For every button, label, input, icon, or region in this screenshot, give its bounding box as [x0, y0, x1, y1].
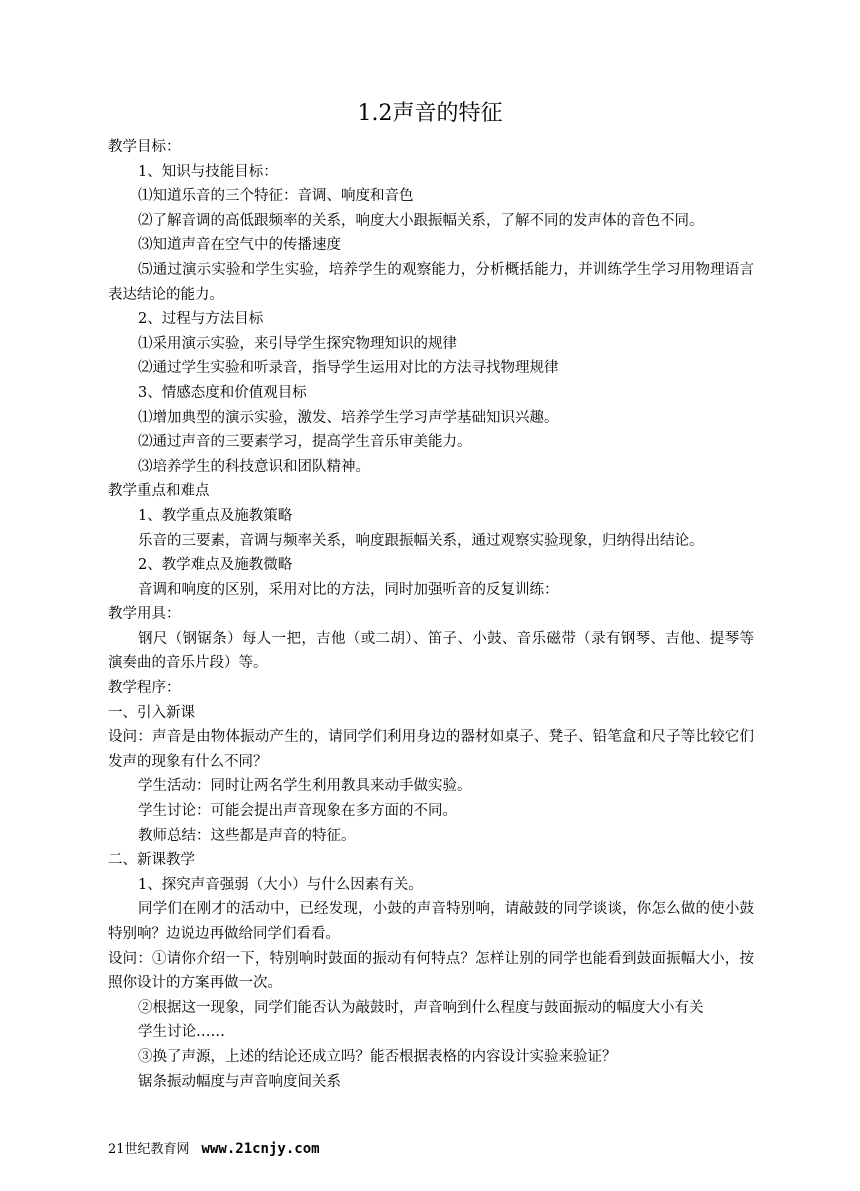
- paragraph: 设问：①请你介绍一下，特别响时鼓面的振动有何特点？怎样让别的同学也能看到鼓面振幅大小，按照你设计的方案再做一次。: [108, 950, 754, 992]
- list-item: ⑵通过声音的三要素学习，提高学生音乐审美能力。: [138, 434, 472, 451]
- document-body: [108, 135, 754, 1094]
- subheading-explore-loudness: 1、探究声音强弱（大小）与什么因素有关。: [138, 876, 423, 893]
- paragraph: 学生讨论：可能会提出声音现象在多方面的不同。: [138, 803, 457, 820]
- section-heading-teaching-tools: 教学用具：: [108, 606, 181, 623]
- page-footer: [108, 1139, 320, 1160]
- list-item: ⑶培养学生的科技意识和团队精神。: [138, 458, 370, 475]
- document-title: 1.2声音的特征: [357, 101, 503, 126]
- subheading-difficulty-strategy: 2、教学难点及施教微略: [138, 557, 293, 574]
- list-item: ⑴增加典型的演示实验，激发、培养学生学习声学基础知识兴趣。: [138, 409, 559, 426]
- subheading-key-strategy: 1、教学重点及施教策略: [138, 507, 293, 524]
- paragraph: ②根据这一现象，同学们能否认为敲鼓时，声音响到什么程度与鼓面振动的幅度大小有关: [138, 999, 704, 1016]
- subheading-new-lesson: 二、新课教学: [108, 852, 195, 869]
- paragraph: ③换了声源，上述的结论还成立吗？能否根据表格的内容设计实验来验证？: [138, 1048, 617, 1065]
- paragraph: 设问：声音是由物体振动产生的，请同学们利用身边的器材如桌子、凳子、铅笔盒和尺子等比较它们发声的现象有什么不同？: [108, 729, 754, 770]
- paragraph: 学生活动：同时让两名学生利用教具来动手做实验。: [138, 778, 472, 795]
- subheading-introduction: 一、引入新课: [108, 704, 195, 721]
- footer-brand: 21世纪教育网: [108, 1142, 190, 1157]
- subheading-knowledge-skills: 1、知识与技能目标：: [138, 163, 278, 180]
- paragraph: 音调和响度的区别，采用对比的方法，同时加强听音的反复训练：: [138, 581, 559, 598]
- subheading-process-method: 2、过程与方法目标: [138, 311, 264, 328]
- section-heading-teaching-procedure: 教学程序：: [108, 680, 181, 697]
- list-item: ⑵了解音调的高低跟频率的关系，响度大小跟振幅关系，了解不同的发声体的音色不同。: [138, 212, 704, 229]
- list-item: ⑴知道乐音的三个特征：音调、响度和音色: [138, 188, 414, 205]
- paragraph: 钢尺（钢锯条）每人一把，吉他（或二胡）、笛子、小鼓、音乐磁带（录有钢琴、吉他、提琴等演奏曲的音乐片段）等。: [108, 630, 754, 672]
- section-heading-teaching-goals: 教学目标：: [108, 139, 181, 155]
- list-item: ⑶知道声音在空气中的传播速度: [138, 237, 341, 254]
- footer-site-url: www.21cnjy.com: [201, 1141, 320, 1157]
- paragraph: 学生讨论……: [138, 1024, 225, 1041]
- section-heading-key-points: 教学重点和难点: [108, 483, 210, 500]
- subheading-attitude-values: 3、情感态度和价值观目标: [138, 384, 307, 401]
- list-item: ⑵通过学生实验和听录音，指导学生运用对比的方法寻找物理规律: [138, 360, 559, 377]
- paragraph: 同学们在刚才的活动中，已经发现，小鼓的声音特别响，请敲鼓的同学谈谈，你怎么做的使小鼓特别响？边说边再做给同学们看看。: [108, 901, 754, 942]
- paragraph: ⑸通过演示实验和学生实验，培养学生的观察能力，分析概括能力，并训练学生学习用物理语言表达结论的能力。: [108, 261, 754, 303]
- paragraph: 教师总结：这些都是声音的特征。: [138, 827, 356, 844]
- paragraph: 乐音的三要素，音调与频率关系，响度跟振幅关系，通过观察实验现象，归纳得出结论。: [138, 532, 704, 549]
- table-caption: 锯条振动幅度与声音响度间关系: [138, 1073, 341, 1090]
- list-item: ⑴采用演示实验，来引导学生探究物理知识的规律: [138, 335, 457, 352]
